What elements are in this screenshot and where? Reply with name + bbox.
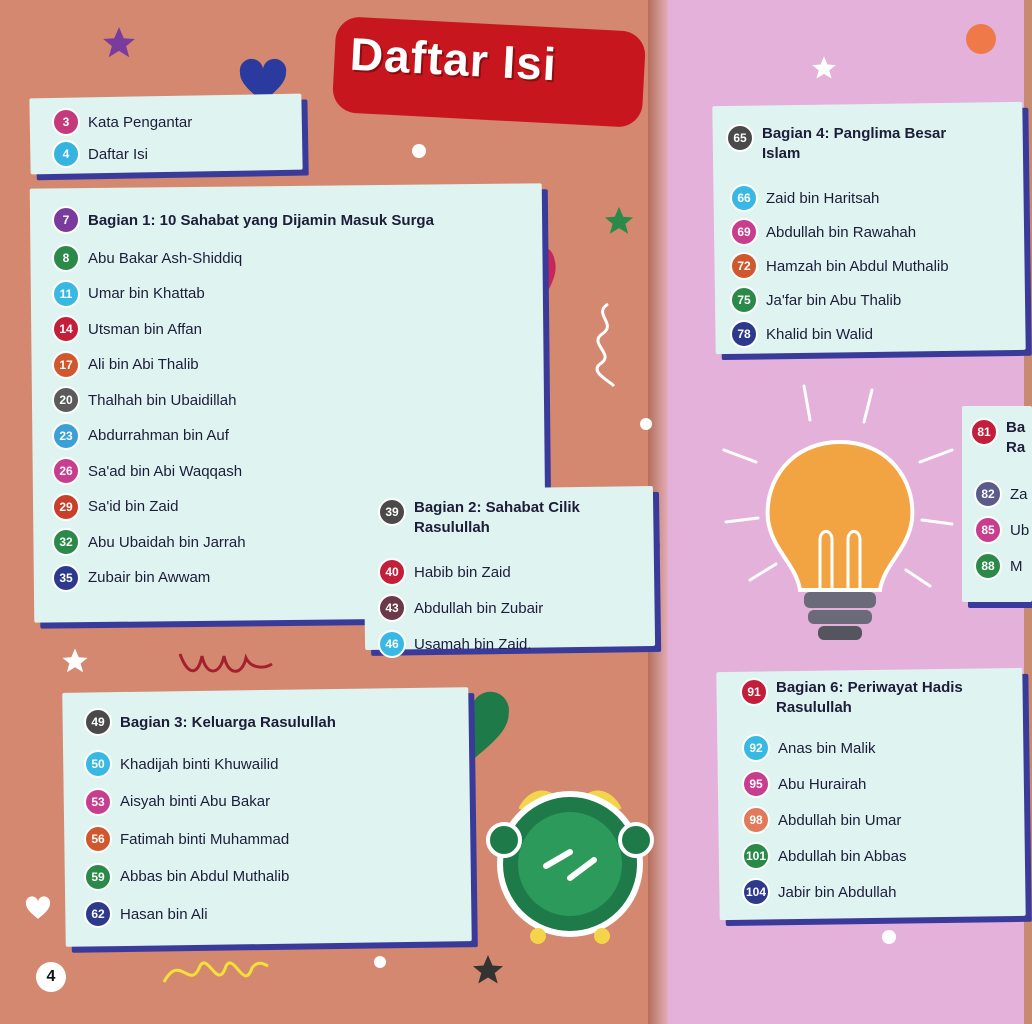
lightbulb-icon	[720, 380, 960, 650]
toc-item[interactable]	[84, 750, 278, 778]
star-icon	[60, 646, 90, 676]
toc-label: Abu Hurairah	[778, 775, 867, 793]
page-badge: 29	[52, 493, 80, 521]
toc-label: Abdullah bin Umar	[778, 811, 902, 829]
toc-label: Abdullah bin Zubair	[414, 599, 544, 617]
toc-item[interactable]	[52, 108, 192, 136]
toc-item[interactable]	[52, 280, 205, 308]
page-badge: 101	[742, 842, 770, 870]
page-badge: 59	[84, 863, 112, 891]
page-badge: 3	[52, 108, 80, 136]
section-heading[interactable]	[740, 678, 963, 718]
page-badge: 72	[730, 252, 758, 280]
page-badge: 69	[730, 218, 758, 246]
toc-label: Ja'far bin Abu Thalib	[766, 291, 902, 309]
section-heading[interactable]	[52, 206, 434, 234]
page-badge: 43	[378, 594, 406, 622]
page-badge: 65	[726, 124, 754, 152]
toc-label: Habib bin Zaid	[414, 563, 511, 581]
section-heading[interactable]	[378, 498, 580, 538]
toc-item[interactable]	[84, 900, 208, 928]
toc-item[interactable]	[52, 386, 236, 414]
page-badge: 62	[84, 900, 112, 928]
toc-item[interactable]	[730, 286, 901, 314]
toc-item[interactable]	[52, 140, 148, 168]
toc-item[interactable]	[742, 878, 896, 906]
page-number: 4	[36, 962, 66, 992]
squiggle-icon	[588, 300, 622, 390]
page-badge: 98	[742, 806, 770, 834]
page-badge: 95	[742, 770, 770, 798]
toc-label: Sa'ad bin Abi Waqqash	[88, 462, 243, 480]
toc-label: Abdullah bin Rawahah	[766, 223, 917, 241]
page-badge: 23	[52, 422, 80, 450]
page-badge: 8	[52, 244, 80, 272]
page-badge: 91	[740, 678, 768, 706]
section-title: Bagian 6: Periwayat Hadis	[776, 679, 963, 696]
section-title: Bagian 1: 10 Sahabat yang Dijamin Masuk Surga	[88, 211, 434, 229]
toc-label: Jabir bin Abdullah	[778, 883, 897, 901]
page-badge: 7	[52, 206, 80, 234]
toc-label: Abdullah bin Abbas	[778, 847, 907, 865]
page-badge: 92	[742, 734, 770, 762]
toc-item[interactable]	[742, 734, 876, 762]
toc-item[interactable]	[730, 252, 949, 280]
toc-label: Abu Bakar Ash-Shiddiq	[88, 249, 243, 267]
toc-label: Umar bin Khattab	[88, 285, 205, 302]
toc-item[interactable]	[84, 825, 289, 853]
section-heading[interactable]	[726, 124, 946, 164]
page-badge: 56	[84, 825, 112, 853]
page-badge: 75	[730, 286, 758, 314]
section-title-line2: Rasulullah	[776, 699, 852, 716]
toc-item[interactable]	[84, 788, 270, 816]
squiggle-icon	[176, 646, 276, 676]
dot-decoration	[640, 418, 652, 430]
page-badge: 78	[730, 320, 758, 348]
page-badge: 35	[52, 564, 80, 592]
toc-item[interactable]	[378, 594, 543, 622]
section-title-line2: Rasulullah	[414, 519, 490, 536]
page-badge: 32	[52, 528, 80, 556]
toc-item[interactable]	[730, 320, 873, 348]
toc-item[interactable]	[52, 528, 246, 556]
toc-item[interactable]	[52, 564, 210, 592]
section-title: Bagian 4: Panglima Besar	[762, 125, 947, 142]
toc-item[interactable]	[84, 863, 289, 891]
star-icon	[470, 952, 506, 988]
dot-decoration	[412, 144, 426, 158]
toc-item[interactable]	[742, 806, 901, 834]
toc-label: Anas bin Malik	[778, 739, 876, 757]
toc-label: Zubair bin Awwam	[88, 569, 211, 586]
page-badge: 81	[970, 418, 998, 446]
toc-label: Daftar Isi	[88, 145, 149, 163]
toc-label: Zaid bin Haritsah	[766, 189, 880, 207]
dot-decoration	[882, 930, 896, 944]
toc-item[interactable]	[974, 516, 1029, 544]
page-badge: 85	[974, 516, 1002, 544]
page-badge: 88	[974, 552, 1002, 580]
star-icon	[100, 24, 138, 62]
toc-item[interactable]	[378, 558, 511, 586]
alarm-clock-icon	[482, 760, 658, 946]
page-badge: 53	[84, 788, 112, 816]
dot-decoration	[966, 24, 996, 54]
toc-item[interactable]	[974, 480, 1028, 508]
toc-label: Khadijah binti Khuwailid	[120, 755, 279, 773]
page-badge: 11	[52, 280, 80, 308]
section-heading[interactable]	[970, 418, 1025, 458]
page-badge: 66	[730, 184, 758, 212]
toc-label: Thalhah bin Ubaidillah	[88, 391, 237, 409]
section-title: Bagian 3: Keluarga Rasulullah	[120, 713, 336, 731]
toc-item[interactable]	[52, 315, 202, 343]
toc-item[interactable]	[730, 184, 879, 212]
toc-label: Hasan bin Ali	[120, 905, 208, 923]
toc-label: Hamzah bin Abdul Muthalib	[766, 257, 949, 275]
section-title: Ba	[1006, 419, 1026, 436]
toc-item[interactable]	[730, 218, 916, 246]
star-icon	[810, 54, 838, 82]
page-badge: 17	[52, 351, 80, 379]
toc-label: Abbas bin Abdul Muthalib	[120, 868, 290, 885]
page-badge: 49	[84, 708, 112, 736]
toc-label: Abu Ubaidah bin Jarrah	[88, 533, 246, 551]
toc-item[interactable]	[974, 552, 1023, 580]
page-badge: 26	[52, 457, 80, 485]
page-badge: 14	[52, 315, 80, 343]
page-title: Daftar Isi	[348, 27, 559, 91]
section-title-line2: Islam	[762, 145, 801, 162]
page-badge: 20	[52, 386, 80, 414]
page-badge: 4	[52, 140, 80, 168]
toc-item[interactable]	[52, 244, 242, 272]
page-badge: 39	[378, 498, 406, 526]
toc-item[interactable]	[52, 351, 199, 379]
toc-item[interactable]	[52, 493, 178, 521]
toc-item[interactable]	[742, 842, 906, 870]
toc-label: Aisyah binti Abu Bakar	[120, 793, 271, 810]
page-badge: 104	[742, 878, 770, 906]
section-heading[interactable]	[84, 708, 336, 736]
toc-label: Ali bin Abi Thalib	[88, 356, 199, 373]
toc-label: Abdurrahman bin Auf	[88, 427, 229, 444]
section-title-line2: Ra	[1006, 439, 1026, 456]
squiggle-icon	[160, 952, 270, 992]
page-badge: 40	[378, 558, 406, 586]
toc-label: Ub	[1010, 521, 1030, 539]
section-title: Bagian 2: Sahabat Cilik	[414, 499, 580, 516]
toc-label: Utsman bin Affan	[88, 320, 202, 338]
page-badge: 82	[974, 480, 1002, 508]
toc-item[interactable]	[52, 422, 229, 450]
toc-label: Kata Pengantar	[88, 113, 193, 131]
star-icon	[602, 204, 636, 238]
toc-label: Usamah bin Zaid.	[414, 635, 532, 653]
heart-icon	[24, 896, 52, 920]
page-badge: 50	[84, 750, 112, 778]
toc-label: Fatimah binti Muhammad	[120, 830, 290, 848]
toc-label: Za	[1010, 485, 1028, 503]
toc-label: Sa'id bin Zaid	[88, 498, 179, 515]
toc-label: M	[1010, 557, 1023, 575]
toc-item[interactable]	[52, 457, 242, 485]
toc-label: Khalid bin Walid	[766, 325, 873, 343]
toc-item[interactable]	[378, 630, 532, 658]
page-badge: 46	[378, 630, 406, 658]
toc-item[interactable]	[742, 770, 866, 798]
dot-decoration	[374, 956, 386, 968]
